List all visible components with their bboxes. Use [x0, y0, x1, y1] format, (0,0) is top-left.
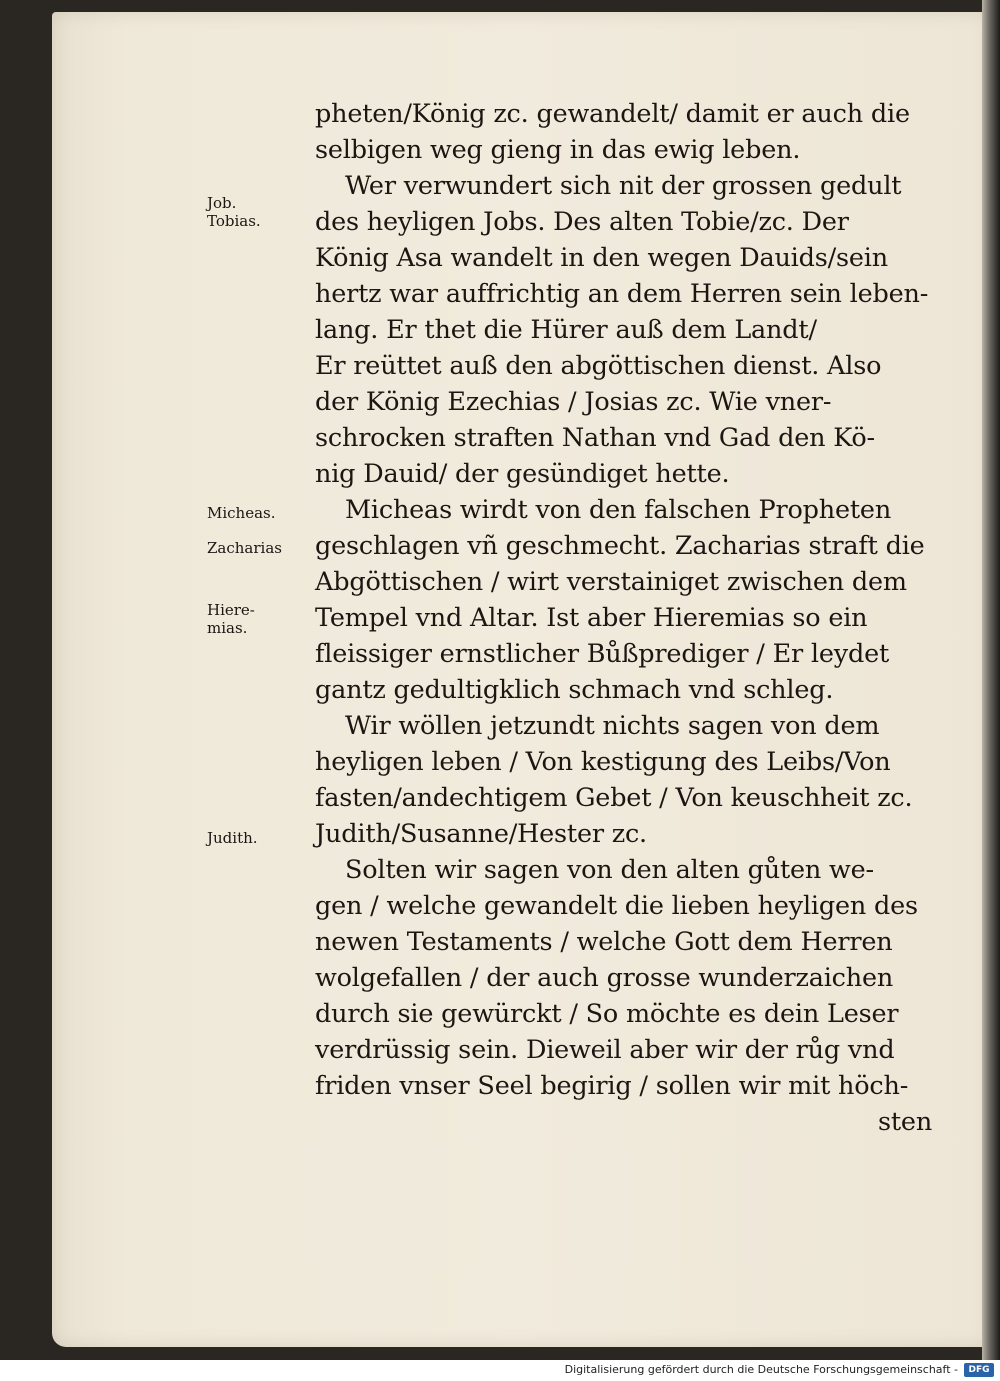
text-line: lang. Er thet die Hürer auß dem Landt/: [315, 315, 817, 345]
text-line: hertz war auffrichtig an dem Herren sein leben-: [315, 279, 929, 309]
text-line: geschlagen vñ geschmecht. Zacharias straft die: [315, 531, 925, 561]
text-line: friden vnser Seel begirig / sollen wir mit höch-: [315, 1071, 909, 1101]
text-line: schrocken straften Nathan vnd Gad den Kö-: [315, 423, 875, 453]
text-line: durch sie gewürckt / So möchte es dein Leser: [315, 999, 899, 1029]
margin-note-micheas: Micheas.: [207, 504, 276, 522]
footer-bar: [0, 1360, 1000, 1381]
text-line: gen / welche gewandelt die lieben heyligen des: [315, 891, 918, 921]
dfg-logo: DFG: [964, 1363, 994, 1377]
margin-note-job: Job.: [207, 194, 237, 212]
text-line: gantz gedultigklich schmach vnd schleg.: [315, 675, 834, 705]
text-line: nig Dauid/ der gesündiget hette.: [315, 459, 730, 489]
text-line: Judith/Susanne/Hester zc.: [315, 819, 647, 849]
margin-note-zacharias: Zacharias: [207, 539, 282, 557]
text-line: heyligen leben / Von kestigung des Leibs/Von: [315, 747, 891, 777]
text-line: Abgöttischen / wirt verstainiget zwischen dem: [315, 567, 907, 597]
catchword: sten: [878, 1107, 933, 1137]
text-line: Wir wöllen jetzundt nichts sagen von dem: [345, 711, 880, 741]
margin-note-mias: mias.: [207, 619, 248, 637]
margin-note-hiere: Hiere-: [207, 601, 255, 619]
text-line: wolgefallen / der auch grosse wunderzaichen: [315, 963, 894, 993]
text-line: König Asa wandelt in den wegen Dauids/sein: [315, 243, 888, 273]
text-line: fleissiger ernstlicher Bůßprediger / Er leydet: [315, 639, 890, 669]
margin-note-tobias: Tobias.: [207, 212, 261, 230]
text-line: des heyligen Jobs. Des alten Tobie/zc. Der: [315, 207, 849, 237]
margin-note-judith: Judith.: [207, 829, 258, 847]
text-line: Solten wir sagen von den alten gůten we-: [345, 855, 874, 885]
text-line: Tempel vnd Altar. Ist aber Hieremias so ein: [315, 603, 868, 633]
text-line: selbigen weg gieng in das ewig leben.: [315, 135, 801, 165]
text-line: der König Ezechias / Josias zc. Wie vner-: [315, 387, 832, 417]
text-line: newen Testaments / welche Gott dem Herren: [315, 927, 893, 957]
text-line: Micheas wirdt von den falschen Propheten: [345, 495, 892, 525]
footer-credit: Digitalisierung gefördert durch die Deutsche Forschungsgemeinschaft -: [564, 1363, 958, 1376]
text-line: Wer verwundert sich nit der grossen gedult: [345, 171, 902, 201]
text-line: verdrüssig sein. Dieweil aber wir der růg vnd: [315, 1035, 895, 1065]
text-line: Er reüttet auß den abgöttischen dienst. Also: [315, 351, 882, 381]
page-edge: [982, 0, 1000, 1360]
text-line: pheten/König zc. gewandelt/ damit er auch die: [315, 99, 910, 129]
text-line: fasten/andechtigem Gebet / Von keuschheit zc.: [315, 783, 913, 813]
